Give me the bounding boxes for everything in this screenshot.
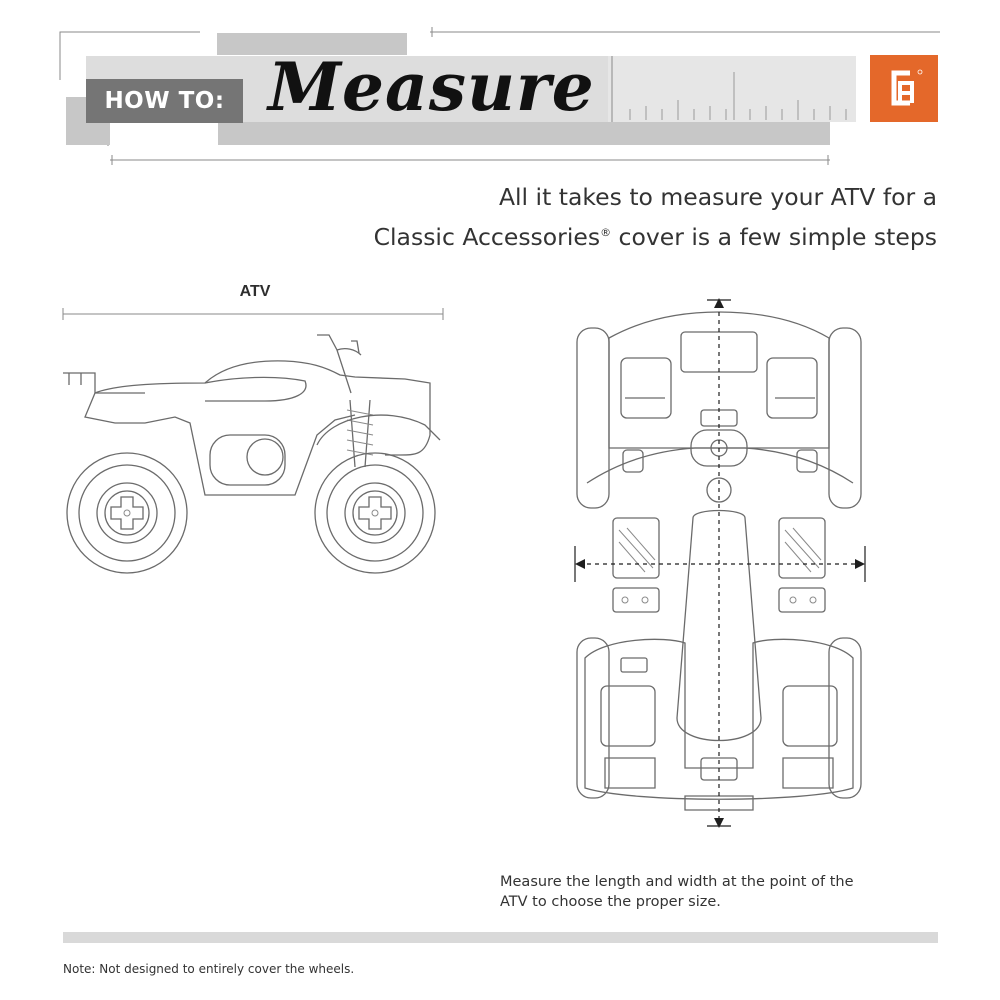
caption-line-1: Measure the length and width at the point of the	[500, 874, 854, 890]
page-title: Measure	[268, 48, 595, 126]
footer-note: Note: Not designed to entirely cover the wheels.	[63, 962, 355, 976]
intro-line-2-rest: cover is a few simple steps	[611, 222, 937, 251]
atv-side-view-icon	[55, 305, 455, 575]
intro-text	[297, 180, 937, 255]
intro-line-1: All it takes to measure your ATV for a	[498, 183, 937, 211]
header	[0, 0, 1000, 170]
atv-label: ATV	[239, 283, 271, 300]
intro-brand: Classic Accessories	[373, 222, 601, 251]
footer-divider	[63, 932, 938, 943]
ruler-icon	[608, 54, 858, 124]
classic-accessories-logo-icon	[870, 55, 938, 122]
intro-line-2	[297, 215, 937, 255]
caption-line-2: ATV to choose the proper size.	[500, 894, 721, 910]
measure-caption	[500, 872, 920, 912]
howto-label: HOW TO:	[86, 79, 243, 123]
registered-mark: ®	[600, 226, 612, 239]
atv-top-view-icon	[565, 298, 875, 828]
